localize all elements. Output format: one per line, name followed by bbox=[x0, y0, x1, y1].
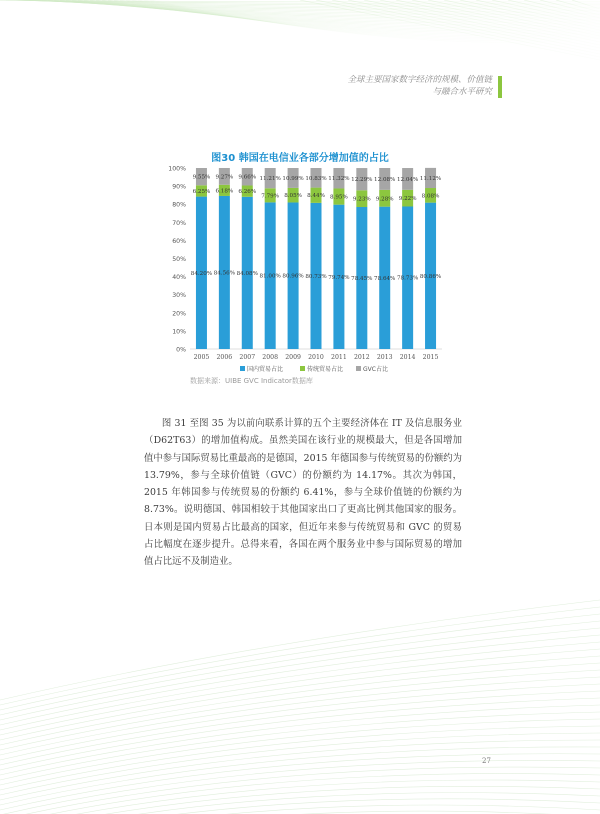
legend-label: GVC占比 bbox=[363, 366, 388, 373]
y-tick-label: 50% bbox=[172, 256, 186, 263]
legend-label: 传统贸易占比 bbox=[307, 366, 344, 373]
legend-swatch bbox=[300, 366, 305, 371]
data-label: 11.21% bbox=[259, 176, 281, 183]
data-label: 80.86% bbox=[419, 273, 442, 280]
y-tick-label: 30% bbox=[172, 292, 186, 300]
data-label: 6.18% bbox=[215, 188, 234, 195]
header-accent-bar bbox=[498, 76, 502, 98]
data-label: 12.29% bbox=[351, 177, 373, 184]
page-number: 27 bbox=[482, 757, 491, 765]
x-tick-label: 2007 bbox=[239, 354, 256, 361]
body-paragraph: 图 31 至图 35 为以前向联系计算的五个主要经济体在 IT 及信息服务业（D62T63）的增加值构成。虽然美国在该行业的规模最大，但是各国增加值中参与国际贸易比重最高的是德国，2015 年德国参与传统贸易的份额约为 13.79%，参与全球价值链（GVC）的份额约为 14.17%。其次为韩国，2015 年韩国参与传统贸易的份额约 6.41%，参与全球价值链的份额约为 8.73%。说明德国、韩国相较于其他国家出口了更高比例其他国家的服务。日本则是国内贸易占比最高的国家，但近年来参与传统贸易和 GVC 的贸易占比幅度在逐步提升。总得来看，各国在两个服务业中参与国际贸易的增加值占比远不及制造业。 bbox=[144, 418, 462, 568]
figure-source: 数据来源：UIBE GVC Indicator数据库 bbox=[190, 377, 313, 385]
x-tick-label: 2015 bbox=[422, 354, 439, 361]
y-tick-label: 90% bbox=[172, 183, 186, 191]
data-label: 84.56% bbox=[213, 270, 236, 277]
legend-swatch bbox=[356, 366, 361, 371]
data-label: 84.08% bbox=[236, 270, 258, 277]
stacked-bar-chart bbox=[160, 160, 450, 372]
data-label: 84.20% bbox=[190, 270, 213, 277]
data-label: 78.73% bbox=[396, 275, 419, 282]
figure-title: 图30 韩国在电信业各部分增加值的占比 bbox=[211, 153, 389, 164]
running-header-line1: 全球主要国家数字经济的规模、价值链 bbox=[347, 75, 492, 85]
x-tick-label: 2006 bbox=[216, 354, 233, 361]
data-label: 78.45% bbox=[351, 276, 373, 283]
data-label: 8.95% bbox=[330, 194, 348, 201]
legend-swatch bbox=[240, 366, 245, 371]
data-label: 8.44% bbox=[307, 193, 325, 200]
legend-label: 国内贸易占比 bbox=[247, 366, 284, 373]
data-label: 6.25% bbox=[192, 188, 211, 195]
x-tick-label: 2009 bbox=[285, 354, 301, 361]
data-label: 8.05% bbox=[284, 193, 302, 200]
x-tick-label: 2014 bbox=[399, 354, 416, 361]
data-label: 6.26% bbox=[238, 189, 257, 196]
y-tick-label: 20% bbox=[172, 310, 186, 318]
running-header-line2: 与融合水平研究 bbox=[432, 87, 492, 97]
y-tick-label: 80% bbox=[172, 201, 186, 209]
running-header bbox=[347, 74, 492, 98]
data-label: 79.74% bbox=[328, 274, 350, 281]
data-label: 12.04% bbox=[396, 176, 419, 183]
data-label: 9.22% bbox=[398, 196, 417, 203]
x-tick-label: 2010 bbox=[308, 354, 324, 361]
data-label: 11.12% bbox=[419, 175, 442, 182]
y-tick-label: 40% bbox=[172, 274, 186, 282]
data-label: 9.23% bbox=[352, 196, 371, 203]
x-tick-label: 2013 bbox=[376, 354, 393, 361]
data-label: 81.00% bbox=[259, 273, 281, 280]
x-tick-label: 2008 bbox=[262, 354, 279, 361]
y-tick-label: 10% bbox=[172, 328, 186, 336]
x-tick-label: 2005 bbox=[193, 354, 210, 361]
data-label: 9.66% bbox=[238, 174, 257, 181]
data-label: 80.73% bbox=[305, 273, 327, 280]
data-label: 9.27% bbox=[215, 174, 234, 181]
y-tick-label: 0% bbox=[176, 346, 186, 354]
data-label: 8.08% bbox=[421, 193, 440, 200]
x-tick-label: 2011 bbox=[331, 354, 347, 361]
data-label: 10.99% bbox=[282, 175, 304, 182]
data-label: 9.55% bbox=[192, 174, 211, 181]
y-tick-label: 60% bbox=[172, 237, 186, 245]
data-label: 78.64% bbox=[374, 275, 396, 282]
y-tick-label: 100% bbox=[168, 165, 186, 173]
data-label: 11.32% bbox=[328, 176, 350, 183]
data-label: 10.83% bbox=[305, 175, 327, 182]
y-tick-label: 70% bbox=[172, 219, 186, 227]
data-label: 9.28% bbox=[375, 196, 394, 203]
x-tick-label: 2012 bbox=[353, 354, 370, 361]
data-label: 80.96% bbox=[282, 273, 304, 280]
data-label: 7.79% bbox=[261, 193, 280, 200]
data-label: 12.08% bbox=[374, 176, 396, 183]
